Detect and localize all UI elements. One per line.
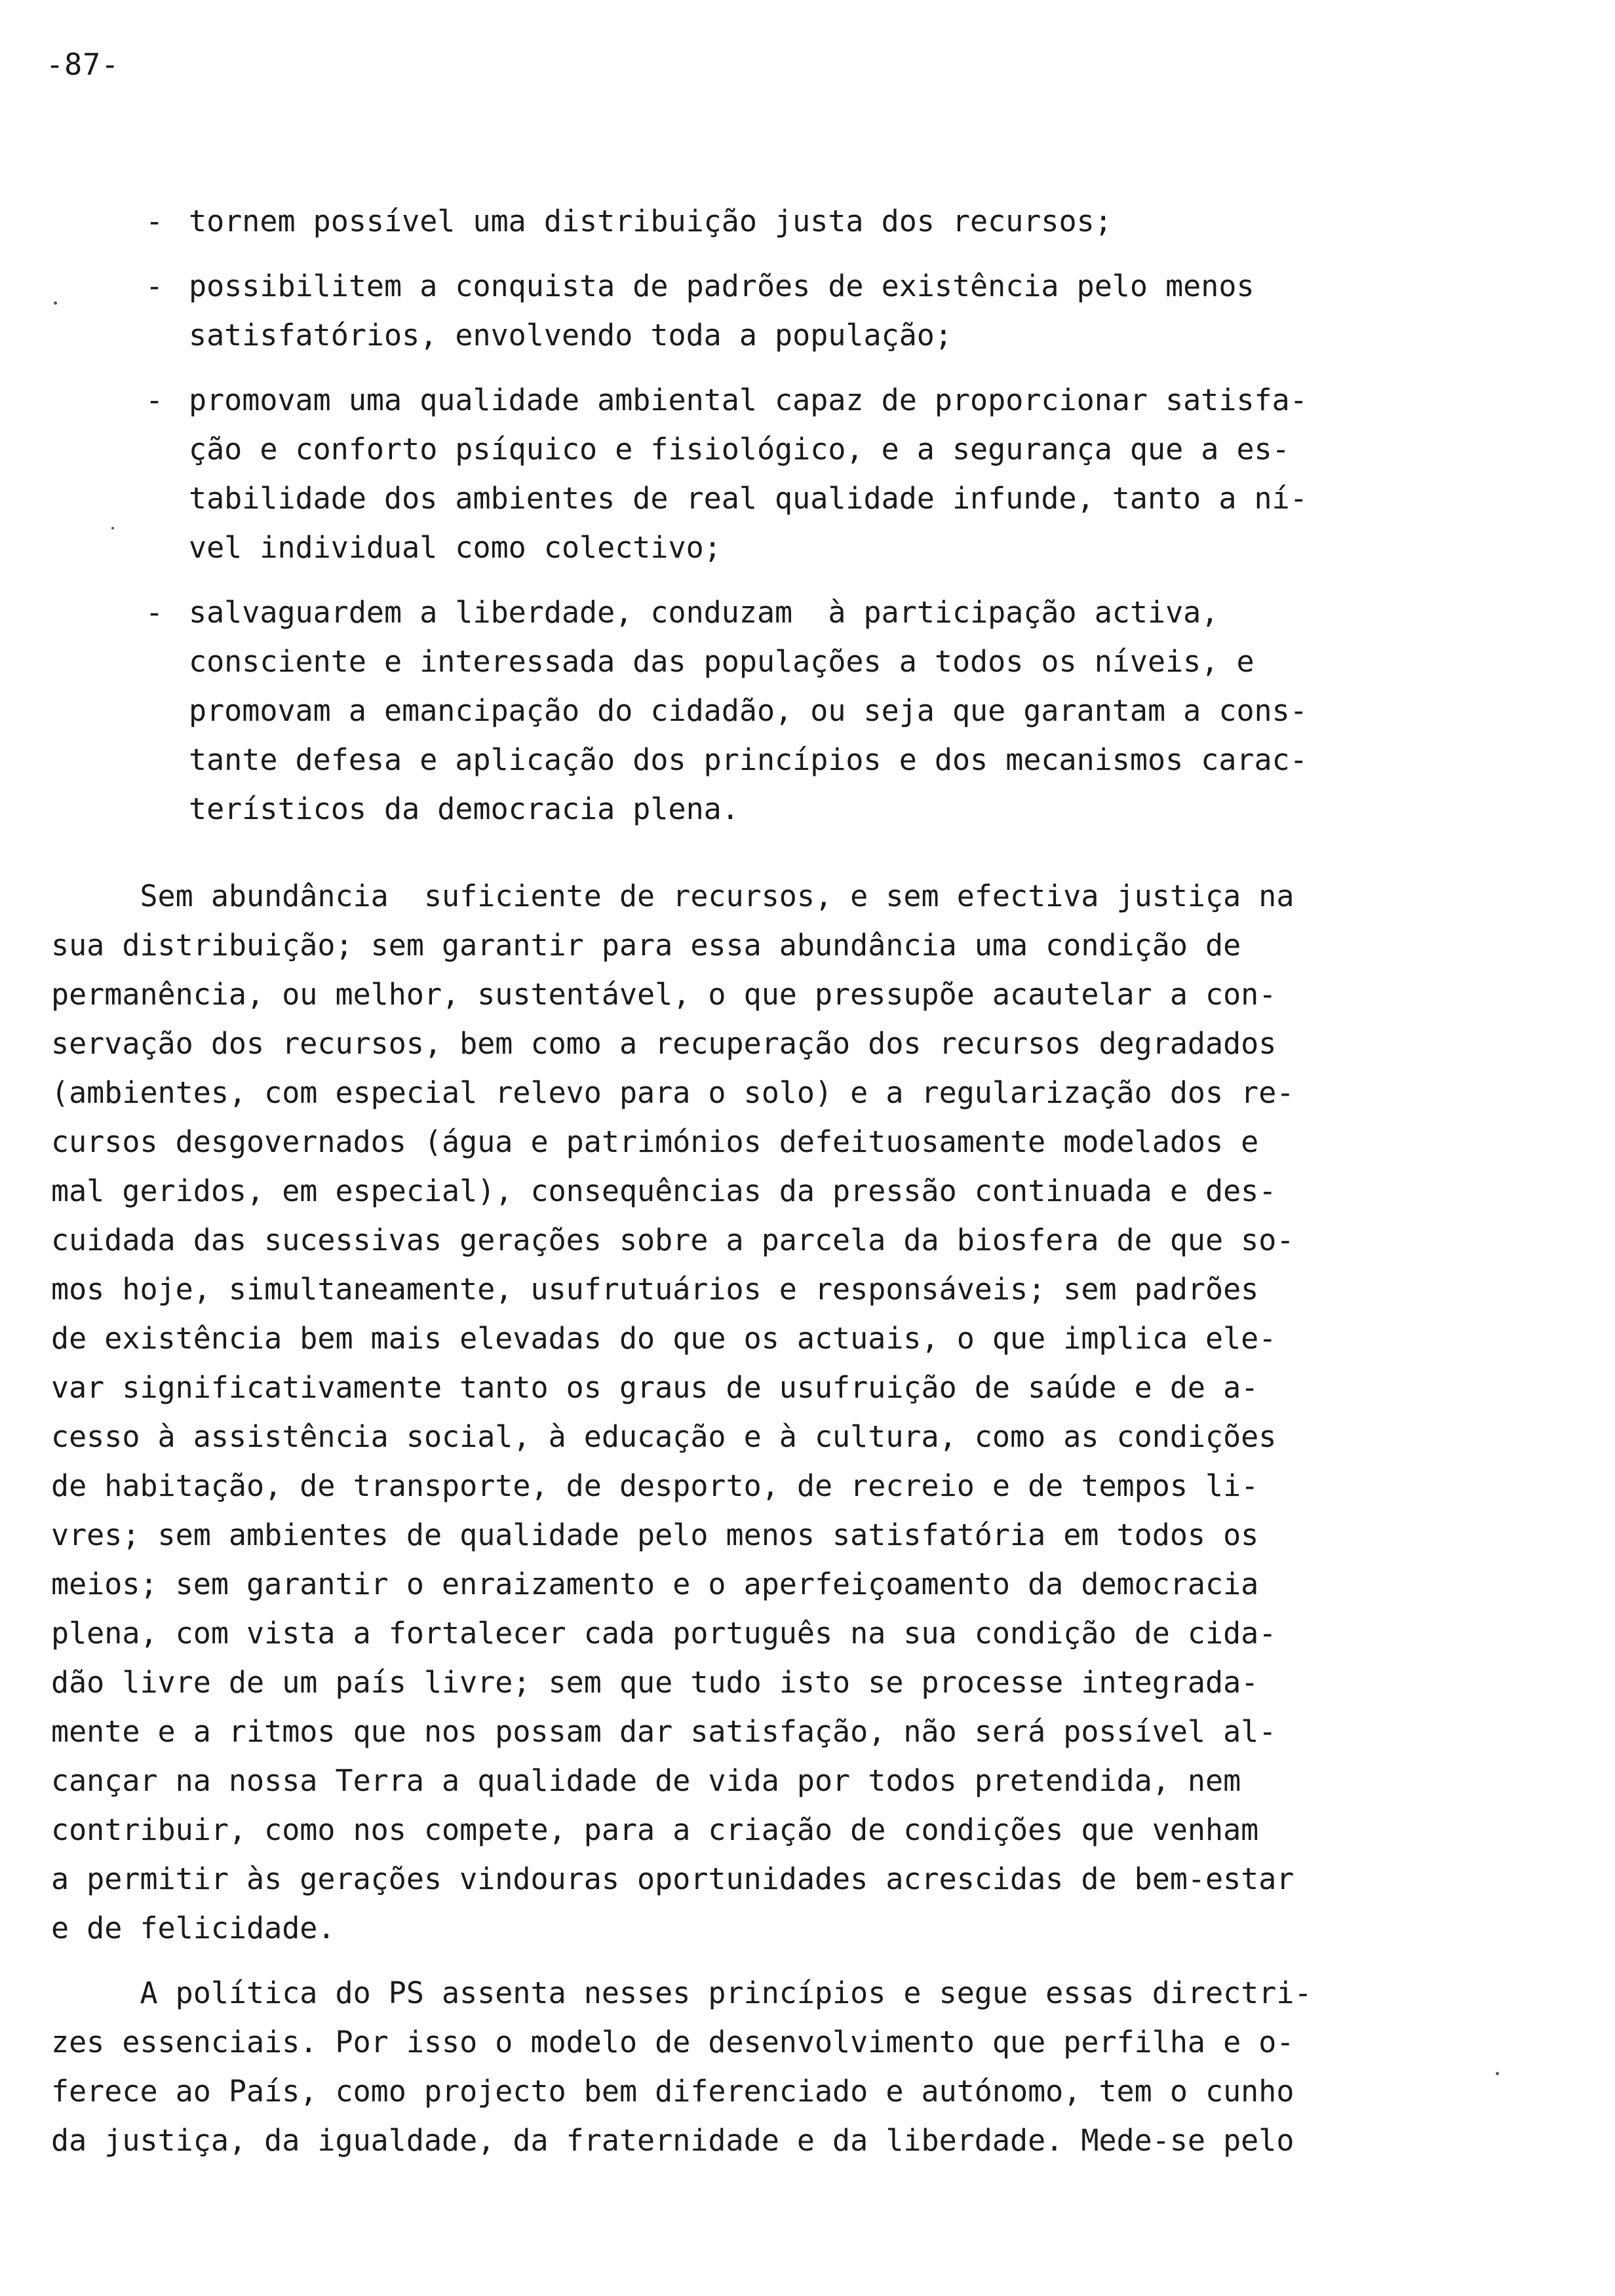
text-line: de habitação, de transporte, de desporto, de recreio e de tempos li- [51,1468,1259,1503]
text-line: promovam a emancipação do cidadão, ou seja que garantam a cons- [189,693,1308,728]
text-line: satisfatórios, envolvendo toda a população; [189,318,952,353]
scan-speck [1496,2072,1499,2075]
text-line: mos hoje, simultaneamente, usufrutuários e responsáveis; sem padrões [51,1272,1259,1307]
bullet-dash: - [146,269,164,303]
bullet-item [146,375,1450,572]
text-line: consciente e interessada das populações a todos os níveis, e [189,644,1255,679]
text-line: tabilidade dos ambientes de real qualidade infunde, tanto a ní- [189,481,1308,516]
bullet-item [146,197,1450,246]
text-line: promovam uma qualidade ambiental capaz de proporcionar satisfa- [189,383,1308,417]
text-line: cançar na nossa Terra a qualidade de vida por todos pretendida, nem [51,1763,1241,1798]
scan-speck [54,301,57,305]
text-line: ferece ao País, como projecto bem diferenciado e autónomo, tem o cunho [51,2074,1294,2109]
body-text [51,871,1450,2181]
text-line: Sem abundância suficiente de recursos, e sem efectiva justiça na [51,879,1294,913]
text-line: plena, com vista a fortalecer cada português na sua condição de cida- [51,1616,1277,1651]
bullet-dash: - [146,204,164,239]
text-line: contribuir, como nos compete, para a criação de condições que venham [51,1812,1259,1847]
text-line: meios; sem garantir o enraizamento e o aperfeiçoamento da democracia [51,1567,1259,1601]
text-line: cesso à assistência social, à educação e à cultura, como as condições [51,1419,1277,1454]
bullet-list [146,197,1450,849]
text-line: possibilitem a conquista de padrões de existência pelo menos [189,269,1255,303]
paragraph [51,1968,1450,2165]
text-line: e de felicidade. [51,1911,336,1945]
text-line: permanência, ou melhor, sustentável, o que pressupõe acautelar a con- [51,977,1277,1012]
text-line: a permitir às gerações vindouras oportunidades acrescidas de bem-estar [51,1862,1294,1896]
text-line: de existência bem mais elevadas do que os actuais, o que implica ele- [51,1321,1277,1356]
text-line: (ambientes, com especial relevo para o solo) e a regularização dos re- [51,1075,1294,1110]
text-line: da justiça, da igualdade, da fraternidade e da liberdade. Mede-se pelo [51,2123,1294,2158]
text-line: tornem possível uma distribuição justa dos recursos; [189,204,1112,239]
text-line: dão livre de um país livre; sem que tudo isto se processe integrada- [51,1665,1259,1700]
scan-speck [111,527,114,529]
text-line: zes essenciais. Por isso o modelo de desenvolvimento que perfilha e o- [51,2025,1294,2059]
bullet-item [146,588,1450,833]
text-line: mal geridos, em especial), consequências da pressão continuada e des- [51,1174,1277,1208]
text-line: sua distribuição; sem garantir para essa abundância uma condição de [51,928,1241,963]
bullet-dash: - [146,383,164,417]
text-line: vel individual como colectivo; [189,530,722,565]
text-line: vres; sem ambientes de qualidade pelo menos satisfatória em todos os [51,1518,1259,1552]
page-number: -87- [46,47,120,82]
text-line: cursos desgovernados (água e patrimónios defeituosamente modelados e [51,1124,1259,1159]
text-line: cuidada das sucessivas gerações sobre a parcela da biosfera de que so- [51,1223,1294,1257]
text-line: salvaguardem a liberdade, conduzam à participação activa, [189,595,1219,630]
text-line: ção e conforto psíquico e fisiológico, e a segurança que a es- [189,432,1290,467]
text-line: mente e a ritmos que nos possam dar satisfação, não será possível al- [51,1714,1277,1749]
text-line: var significativamente tanto os graus de usufruição de saúde e de a- [51,1370,1259,1405]
text-line: terísticos da democracia plena. [189,792,739,826]
paragraph [51,871,1450,1953]
bullet-item [146,261,1450,360]
text-line: tante defesa e aplicação dos princípios e dos mecanismos carac- [189,742,1308,777]
bullet-dash: - [146,595,164,630]
text-line: A política do PS assenta nesses princípios e segue essas directri- [51,1976,1312,2010]
text-line: servação dos recursos, bem como a recuperação dos recursos degradados [51,1026,1277,1061]
